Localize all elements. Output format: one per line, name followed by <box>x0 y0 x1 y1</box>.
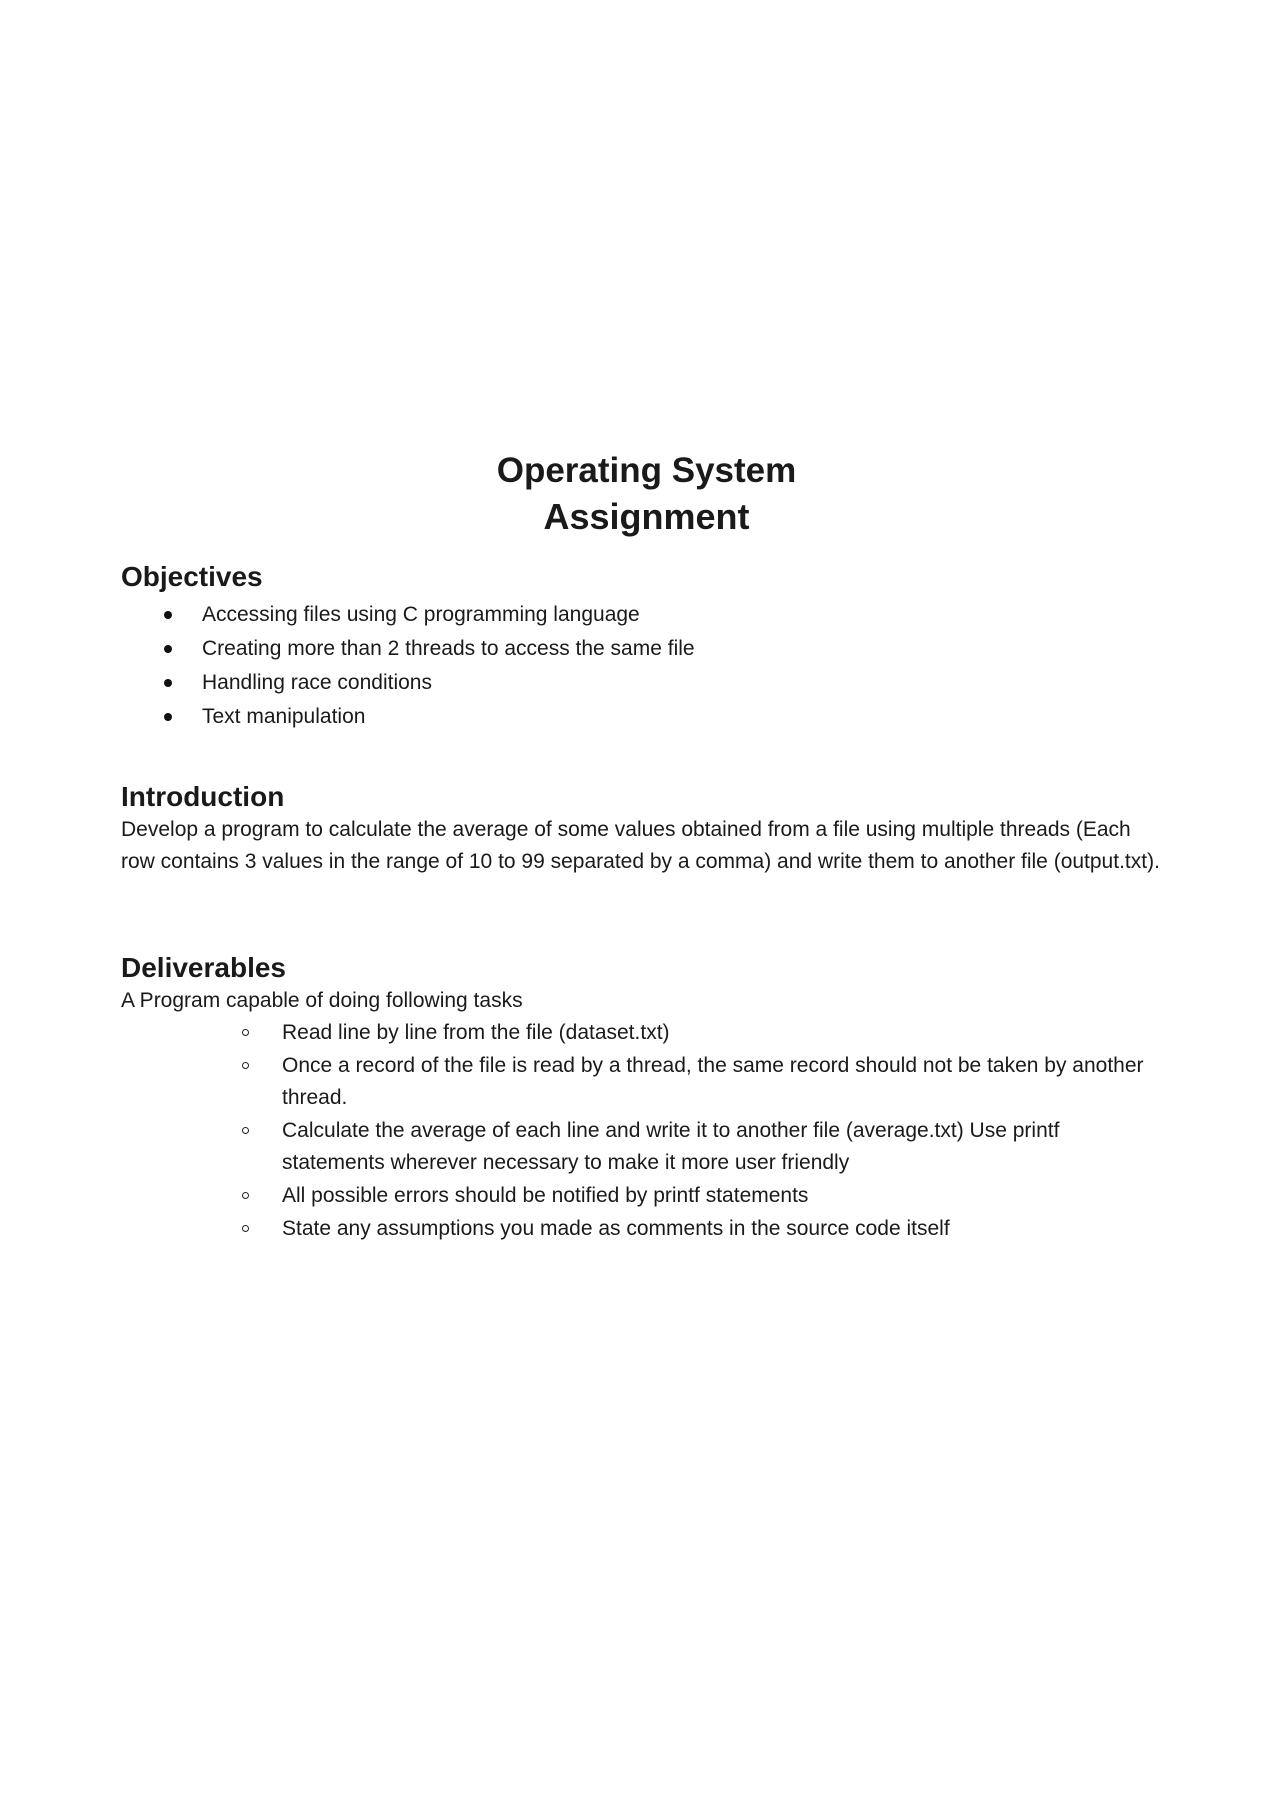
objectives-list <box>121 598 1171 734</box>
list-item-text: Read line by line from the file (dataset.txt) <box>282 1021 670 1044</box>
bullet-icon <box>164 645 172 653</box>
list-item <box>121 1050 1151 1114</box>
list-item-text: All possible errors should be notified by printf statements <box>282 1184 809 1207</box>
list-item-text: Calculate the average of each line and write it to another file (average.txt) Use printf statements wherever necessary to make it more user friendly <box>282 1119 1060 1174</box>
circle-bullet-icon <box>242 1029 249 1036</box>
title-line-2: Assignment <box>543 496 750 537</box>
list-item-text: Handling race conditions <box>202 671 432 694</box>
introduction-text: Develop a program to calculate the average of some values obtained from a file using multiple threads (Each row contains 3 values in the range of 10 to 99 separated by a comma) and write them to another file (output.txt). <box>121 818 1160 873</box>
list-item-text: Once a record of the file is read by a thread, the same record should not be taken by another thread. <box>282 1054 1144 1109</box>
bullet-icon <box>164 611 172 619</box>
list-item-text: Creating more than 2 threads to access the same file <box>202 637 695 660</box>
list-item <box>121 598 1171 632</box>
objectives-heading: Objectives <box>121 561 263 592</box>
circle-bullet-icon <box>242 1225 249 1232</box>
list-item <box>121 1180 1151 1212</box>
list-item-text: State any assumptions you made as comments in the source code itself <box>282 1217 950 1240</box>
title-line-1: Operating System <box>496 451 797 490</box>
introduction-heading: Introduction <box>121 781 285 812</box>
bullet-icon <box>164 679 172 687</box>
list-item <box>121 666 1171 700</box>
list-item <box>121 1017 1151 1049</box>
objectives-section <box>121 560 1171 734</box>
introduction-section <box>121 780 1161 878</box>
deliverables-intro: A Program capable of doing following tasks <box>121 989 523 1012</box>
circle-bullet-icon <box>242 1127 249 1134</box>
list-item <box>121 1115 1151 1179</box>
list-item-text: Text manipulation <box>202 705 366 728</box>
list-item <box>121 632 1171 666</box>
list-item <box>121 700 1171 734</box>
circle-bullet-icon <box>242 1062 249 1069</box>
deliverables-section <box>121 951 1171 1246</box>
circle-bullet-icon <box>242 1192 249 1199</box>
list-item-text: Accessing files using C programming language <box>202 603 640 626</box>
deliverables-heading: Deliverables <box>121 952 286 983</box>
deliverables-list <box>121 1017 1151 1245</box>
document-title <box>0 448 1280 540</box>
list-item <box>121 1213 1151 1245</box>
bullet-icon <box>164 713 172 721</box>
